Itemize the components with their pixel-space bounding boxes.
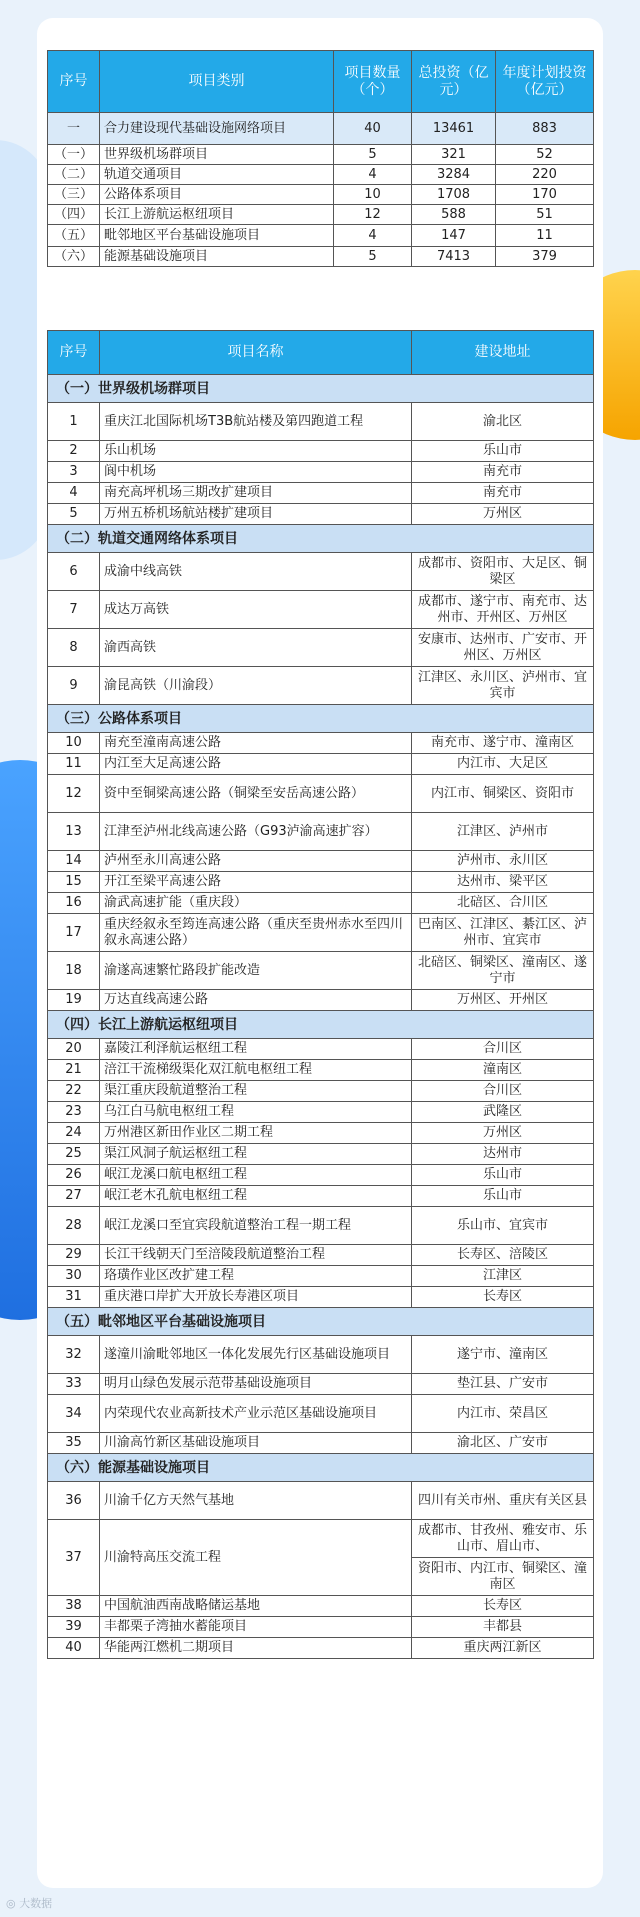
row-number: 20 xyxy=(48,1039,100,1060)
section-row xyxy=(48,375,594,403)
section-title: （四）长江上游航运枢纽项目 xyxy=(48,1011,594,1039)
row-number: 10 xyxy=(48,733,100,754)
project-name: 渝西高铁 xyxy=(100,629,412,667)
location-cell: 重庆两江新区 xyxy=(412,1638,594,1659)
section-title: （六）能源基础设施项目 xyxy=(48,1454,594,1482)
row-number: 36 xyxy=(48,1482,100,1520)
table-row xyxy=(48,1433,594,1454)
row-number: 21 xyxy=(48,1060,100,1081)
project-name: 乌江白马航电枢纽工程 xyxy=(100,1102,412,1123)
location-cell: 资阳市、内江市、铜梁区、潼南区 xyxy=(412,1558,594,1596)
project-name: 华能两江燃机二期项目 xyxy=(100,1638,412,1659)
project-name: 阆中机场 xyxy=(100,462,412,483)
location-cell: 潼南区 xyxy=(412,1060,594,1081)
location-cell: 合川区 xyxy=(412,1039,594,1060)
summary-header-row xyxy=(48,51,594,113)
location-cell: 安康市、达州市、广安市、开州区、万州区 xyxy=(412,629,594,667)
summary-row xyxy=(48,225,594,247)
project-name: 重庆江北国际机场T3B航站楼及第四跑道工程 xyxy=(100,403,412,441)
project-name: 泸州至永川高速公路 xyxy=(100,851,412,872)
row-number: 34 xyxy=(48,1395,100,1433)
summary-row xyxy=(48,145,594,165)
category-cell: 合力建设现代基础设施网络项目 xyxy=(100,113,334,145)
project-name: 成渝中线高铁 xyxy=(100,553,412,591)
location-cell: 巴南区、江津区、綦江区、泸州市、宜宾市 xyxy=(412,914,594,952)
location-cell: 成都市、遂宁市、南充市、达州市、开州区、万州区 xyxy=(412,591,594,629)
row-number: 37 xyxy=(48,1520,100,1596)
row-number: 19 xyxy=(48,990,100,1011)
count-cell: 4 xyxy=(334,165,412,185)
row-number: 3 xyxy=(48,462,100,483)
table-row xyxy=(48,1395,594,1433)
location-cell: 垫江县、广安市 xyxy=(412,1374,594,1395)
location-cell: 内江市、大足区 xyxy=(412,754,594,775)
location-cell: 万州区 xyxy=(412,504,594,525)
table-row xyxy=(48,1638,594,1659)
table-row xyxy=(48,813,594,851)
location-cell: 泸州市、永川区 xyxy=(412,851,594,872)
table-row xyxy=(48,1207,594,1245)
table-row xyxy=(48,403,594,441)
table-row xyxy=(48,1266,594,1287)
row-number: （一） xyxy=(48,145,100,165)
project-name: 珞璜作业区改扩建工程 xyxy=(100,1266,412,1287)
row-number: 29 xyxy=(48,1245,100,1266)
project-name: 南充至潼南高速公路 xyxy=(100,733,412,754)
detail-header-row xyxy=(48,331,594,375)
column-header: 项目类别 xyxy=(100,51,334,113)
table-row xyxy=(48,914,594,952)
count-cell: 5 xyxy=(334,145,412,165)
project-name: 长江干线朝天门至涪陵段航道整治工程 xyxy=(100,1245,412,1266)
project-name: 遂潼川渝毗邻地区一体化发展先行区基础设施项目 xyxy=(100,1336,412,1374)
table-row xyxy=(48,1039,594,1060)
project-name: 涪江干流梯级渠化双江航电枢纽工程 xyxy=(100,1060,412,1081)
row-number: 39 xyxy=(48,1617,100,1638)
project-name: 内江至大足高速公路 xyxy=(100,754,412,775)
row-number: 40 xyxy=(48,1638,100,1659)
location-cell: 四川有关市州、重庆有关区县 xyxy=(412,1482,594,1520)
table-row xyxy=(48,733,594,754)
location-cell: 渝北区、广安市 xyxy=(412,1433,594,1454)
section-row xyxy=(48,525,594,553)
location-cell: 江津区 xyxy=(412,1266,594,1287)
table-row xyxy=(48,483,594,504)
table-row xyxy=(48,1336,594,1374)
table-row xyxy=(48,851,594,872)
project-name: 岷江龙溪口至宜宾段航道整治工程一期工程 xyxy=(100,1207,412,1245)
annual-investment-cell: 883 xyxy=(496,113,594,145)
row-number: 2 xyxy=(48,441,100,462)
category-cell: 能源基础设施项目 xyxy=(100,247,334,267)
count-cell: 40 xyxy=(334,113,412,145)
total-investment-cell: 7413 xyxy=(412,247,496,267)
project-name: 江津至泸州北线高速公路（G93泸渝高速扩容） xyxy=(100,813,412,851)
table-row xyxy=(48,553,594,591)
location-cell: 遂宁市、潼南区 xyxy=(412,1336,594,1374)
table-row xyxy=(48,629,594,667)
category-cell: 世界级机场群项目 xyxy=(100,145,334,165)
location-cell: 内江市、铜梁区、资阳市 xyxy=(412,775,594,813)
section-title: （三）公路体系项目 xyxy=(48,705,594,733)
project-name: 渝昆高铁（川渝段） xyxy=(100,667,412,705)
count-cell: 4 xyxy=(334,225,412,247)
row-number: 1 xyxy=(48,403,100,441)
table-row xyxy=(48,1520,594,1558)
location-cell: 渝北区 xyxy=(412,403,594,441)
section-title: （五）毗邻地区平台基础设施项目 xyxy=(48,1308,594,1336)
row-number: 31 xyxy=(48,1287,100,1308)
project-name: 渝遂高速繁忙路段扩能改造 xyxy=(100,952,412,990)
location-cell: 内江市、荣昌区 xyxy=(412,1395,594,1433)
summary-row xyxy=(48,247,594,267)
location-cell: 丰都县 xyxy=(412,1617,594,1638)
project-name: 渠江风洞子航运枢纽工程 xyxy=(100,1144,412,1165)
row-number: 23 xyxy=(48,1102,100,1123)
summary-row xyxy=(48,185,594,205)
column-header: 建设地址 xyxy=(412,331,594,375)
project-name: 重庆港口岸扩大开放长寿港区项目 xyxy=(100,1287,412,1308)
row-number: 4 xyxy=(48,483,100,504)
row-number: （二） xyxy=(48,165,100,185)
project-name: 嘉陵江利泽航运枢纽工程 xyxy=(100,1039,412,1060)
watermark: ◎ 大数据 xyxy=(6,1897,53,1910)
project-name: 内荣现代农业高新技术产业示范区基础设施项目 xyxy=(100,1395,412,1433)
table-row xyxy=(48,1144,594,1165)
location-cell: 乐山市 xyxy=(412,1165,594,1186)
table-row xyxy=(48,1123,594,1144)
total-investment-cell: 588 xyxy=(412,205,496,225)
location-cell: 南充市、遂宁市、潼南区 xyxy=(412,733,594,754)
project-name: 万达直线高速公路 xyxy=(100,990,412,1011)
total-investment-cell: 3284 xyxy=(412,165,496,185)
category-cell: 轨道交通项目 xyxy=(100,165,334,185)
section-row xyxy=(48,1454,594,1482)
table-row xyxy=(48,1617,594,1638)
section-row xyxy=(48,1308,594,1336)
table-row xyxy=(48,1245,594,1266)
row-number: 28 xyxy=(48,1207,100,1245)
location-cell: 长寿区 xyxy=(412,1287,594,1308)
table-row xyxy=(48,893,594,914)
location-cell: 达州市 xyxy=(412,1144,594,1165)
row-number: 13 xyxy=(48,813,100,851)
location-cell: 乐山市 xyxy=(412,441,594,462)
column-header: 总投资（亿元） xyxy=(412,51,496,113)
table-row xyxy=(48,1596,594,1617)
row-number: 32 xyxy=(48,1336,100,1374)
row-number: 8 xyxy=(48,629,100,667)
category-cell: 毗邻地区平台基础设施项目 xyxy=(100,225,334,247)
location-cell: 武隆区 xyxy=(412,1102,594,1123)
location-cell: 乐山市、宜宾市 xyxy=(412,1207,594,1245)
table-row xyxy=(48,775,594,813)
project-name: 成达万高铁 xyxy=(100,591,412,629)
column-header: 序号 xyxy=(48,51,100,113)
section-row xyxy=(48,705,594,733)
project-name: 明月山绿色发展示范带基础设施项目 xyxy=(100,1374,412,1395)
total-investment-cell: 321 xyxy=(412,145,496,165)
section-title: （一）世界级机场群项目 xyxy=(48,375,594,403)
table-row xyxy=(48,872,594,893)
column-header: 项目名称 xyxy=(100,331,412,375)
column-header: 年度计划投资（亿元） xyxy=(496,51,594,113)
row-number: 6 xyxy=(48,553,100,591)
row-number: 33 xyxy=(48,1374,100,1395)
table-row xyxy=(48,1186,594,1207)
detail-table xyxy=(47,330,594,1659)
table-row xyxy=(48,1081,594,1102)
count-cell: 10 xyxy=(334,185,412,205)
total-investment-cell: 1708 xyxy=(412,185,496,205)
annual-investment-cell: 379 xyxy=(496,247,594,267)
table-row xyxy=(48,441,594,462)
row-number: （四） xyxy=(48,205,100,225)
row-number: 24 xyxy=(48,1123,100,1144)
project-name: 川渝高竹新区基础设施项目 xyxy=(100,1433,412,1454)
table-row xyxy=(48,591,594,629)
table-row xyxy=(48,1482,594,1520)
table-row xyxy=(48,1060,594,1081)
table-row xyxy=(48,952,594,990)
summary-row xyxy=(48,205,594,225)
row-number: （六） xyxy=(48,247,100,267)
project-name: 川渝特高压交流工程 xyxy=(100,1520,412,1596)
location-cell: 北碚区、铜梁区、潼南区、遂宁市 xyxy=(412,952,594,990)
project-name: 开江至梁平高速公路 xyxy=(100,872,412,893)
location-cell: 江津区、泸州市 xyxy=(412,813,594,851)
category-cell: 公路体系项目 xyxy=(100,185,334,205)
column-header: 序号 xyxy=(48,331,100,375)
table-row xyxy=(48,990,594,1011)
location-cell: 成都市、资阳市、大足区、铜梁区 xyxy=(412,553,594,591)
table-row xyxy=(48,504,594,525)
location-cell: 江津区、永川区、泸州市、宜宾市 xyxy=(412,667,594,705)
row-number: 17 xyxy=(48,914,100,952)
location-cell: 长寿区、涪陵区 xyxy=(412,1245,594,1266)
row-number: 27 xyxy=(48,1186,100,1207)
row-number: （五） xyxy=(48,225,100,247)
section-title: （二）轨道交通网络体系项目 xyxy=(48,525,594,553)
project-name: 万州五桥机场航站楼扩建项目 xyxy=(100,504,412,525)
project-name: 岷江老木孔航电枢纽工程 xyxy=(100,1186,412,1207)
row-number: 30 xyxy=(48,1266,100,1287)
row-number: 一 xyxy=(48,113,100,145)
count-cell: 12 xyxy=(334,205,412,225)
summary-table xyxy=(47,50,594,267)
table-row xyxy=(48,1374,594,1395)
row-number: 22 xyxy=(48,1081,100,1102)
summary-row xyxy=(48,165,594,185)
section-row xyxy=(48,1011,594,1039)
row-number: 15 xyxy=(48,872,100,893)
location-cell: 南充市 xyxy=(412,462,594,483)
table-row xyxy=(48,667,594,705)
location-cell: 万州区、开州区 xyxy=(412,990,594,1011)
location-cell: 万州区 xyxy=(412,1123,594,1144)
annual-investment-cell: 51 xyxy=(496,205,594,225)
project-name: 中国航油西南战略储运基地 xyxy=(100,1596,412,1617)
project-name: 重庆经叙永至筠连高速公路（重庆至贵州赤水至四川叙永高速公路） xyxy=(100,914,412,952)
project-name: 渝武高速扩能（重庆段） xyxy=(100,893,412,914)
row-number: 14 xyxy=(48,851,100,872)
project-name: 川渝千亿方天然气基地 xyxy=(100,1482,412,1520)
summary-row xyxy=(48,113,594,145)
table-row xyxy=(48,1102,594,1123)
count-cell: 5 xyxy=(334,247,412,267)
table-row xyxy=(48,1165,594,1186)
location-cell: 长寿区 xyxy=(412,1596,594,1617)
annual-investment-cell: 220 xyxy=(496,165,594,185)
row-number: 5 xyxy=(48,504,100,525)
location-cell: 达州市、梁平区 xyxy=(412,872,594,893)
row-number: 38 xyxy=(48,1596,100,1617)
project-name: 渠江重庆段航道整治工程 xyxy=(100,1081,412,1102)
category-cell: 长江上游航运枢纽项目 xyxy=(100,205,334,225)
row-number: 25 xyxy=(48,1144,100,1165)
row-number: 9 xyxy=(48,667,100,705)
table-row xyxy=(48,462,594,483)
row-number: 26 xyxy=(48,1165,100,1186)
row-number: 7 xyxy=(48,591,100,629)
project-name: 资中至铜梁高速公路（铜梁至安岳高速公路） xyxy=(100,775,412,813)
table-row xyxy=(48,754,594,775)
row-number: 16 xyxy=(48,893,100,914)
project-name: 丰都栗子湾抽水蓄能项目 xyxy=(100,1617,412,1638)
project-name: 南充高坪机场三期改扩建项目 xyxy=(100,483,412,504)
project-name: 万州港区新田作业区二期工程 xyxy=(100,1123,412,1144)
column-header: 项目数量（个） xyxy=(334,51,412,113)
table-row xyxy=(48,1287,594,1308)
annual-investment-cell: 170 xyxy=(496,185,594,205)
row-number: 18 xyxy=(48,952,100,990)
row-number: 35 xyxy=(48,1433,100,1454)
row-number: （三） xyxy=(48,185,100,205)
location-cell: 合川区 xyxy=(412,1081,594,1102)
location-cell: 南充市 xyxy=(412,483,594,504)
project-name: 岷江龙溪口航电枢纽工程 xyxy=(100,1165,412,1186)
annual-investment-cell: 11 xyxy=(496,225,594,247)
location-cell: 乐山市 xyxy=(412,1186,594,1207)
total-investment-cell: 147 xyxy=(412,225,496,247)
row-number: 11 xyxy=(48,754,100,775)
row-number: 12 xyxy=(48,775,100,813)
total-investment-cell: 13461 xyxy=(412,113,496,145)
location-cell: 成都市、甘孜州、雅安市、乐山市、眉山市、 xyxy=(412,1520,594,1558)
location-cell: 北碚区、合川区 xyxy=(412,893,594,914)
annual-investment-cell: 52 xyxy=(496,145,594,165)
project-name: 乐山机场 xyxy=(100,441,412,462)
